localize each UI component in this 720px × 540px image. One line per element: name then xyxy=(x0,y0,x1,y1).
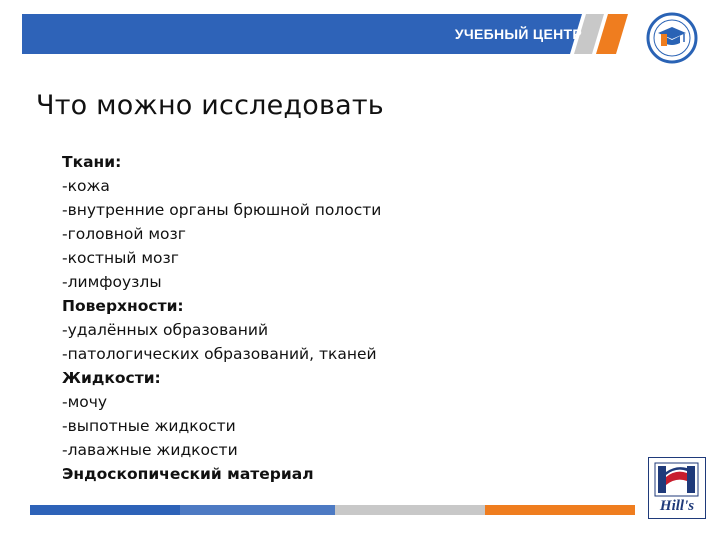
section-heading: Жидкости: xyxy=(62,369,161,387)
content-list xyxy=(62,150,582,486)
section-heading: Эндоскопический материал xyxy=(62,465,314,483)
footer-stripe-blue xyxy=(30,505,180,515)
hills-logo xyxy=(648,457,706,519)
header-banner xyxy=(22,14,632,54)
list-item: -внутренние органы брюшной полости xyxy=(62,201,382,219)
section-heading: Ткани: xyxy=(62,153,122,171)
footer-stripe-gray xyxy=(335,505,485,515)
footer-stripe xyxy=(30,505,635,515)
page-title: Что можно исследовать xyxy=(36,90,384,121)
list-item: -удалённых образований xyxy=(62,321,269,339)
footer-stripe-orange xyxy=(485,505,635,515)
list-item: -кожа xyxy=(62,177,110,195)
footer-stripe-blue-2 xyxy=(180,505,335,515)
list-item: -выпотные жидкости xyxy=(62,417,236,435)
section-heading: Поверхности: xyxy=(62,297,184,315)
list-item: -головной мозг xyxy=(62,225,186,243)
banner-title: УЧЕБНЫЙ ЦЕНТР xyxy=(454,26,582,42)
hills-emblem-icon xyxy=(649,458,704,498)
hills-wordmark: Hill's xyxy=(659,498,695,514)
list-item: -лаважные жидкости xyxy=(62,441,238,459)
list-item: -патологических образований, тканей xyxy=(62,345,377,363)
list-item: -лимфоузлы xyxy=(62,273,162,291)
list-item: -мочу xyxy=(62,393,108,411)
graduation-cap-emblem-icon xyxy=(646,12,698,64)
list-item: -костный мозг xyxy=(62,249,179,267)
